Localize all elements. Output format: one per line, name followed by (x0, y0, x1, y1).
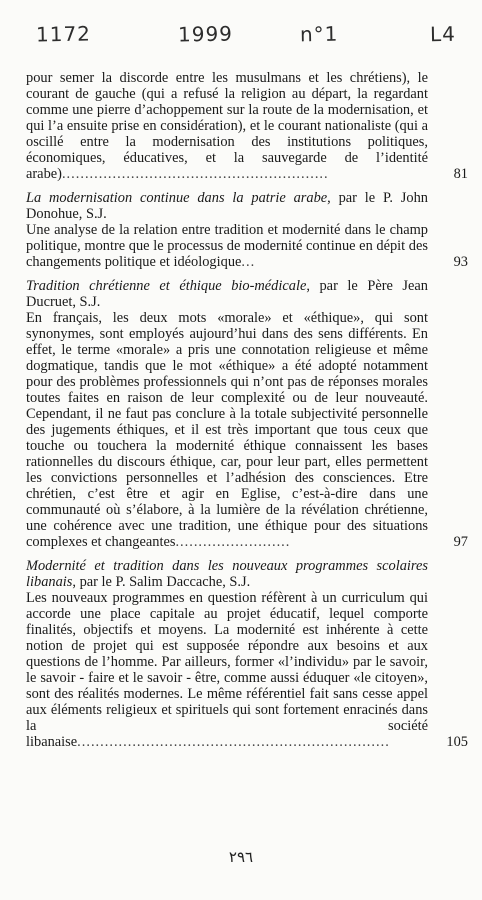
handwritten-note-year: 1999 (177, 21, 234, 47)
entry-body-row (26, 222, 468, 270)
abstract-text: Les nouveaux programmes en question réfèrent à un curriculum qui accorde une place capitale au projet éducatif, lequel comporte finalités, objectifs et moyens. La modernité est inhérente à cette notion de projet qui est supposée répondre aux besoins et aux questions de l’homme. Par ailleurs, former «l’individu» par le savoir, le savoir - faire et le savoir - être, comme aussi éduquer «le citoyen», sont des réalités modernes. Le même référentiel fait sans cesse appel aux éléments religieux et spirituels qui sont fortement enracinés dans la société libanaise (26, 590, 428, 750)
entry-heading (26, 190, 428, 222)
folio-arabic: ٢٩٦ (228, 848, 254, 866)
dot-leader: ... (241, 254, 256, 270)
entry-title: Tradition chrétienne et éthique bio-médicale (26, 278, 307, 294)
entry-body-row (26, 70, 468, 182)
table-of-contents (26, 70, 468, 758)
entry-title: La modernisation continue dans la patrie arabe (26, 190, 328, 206)
page-number: 93 (453, 254, 468, 270)
toc-entry (26, 70, 468, 182)
entry-heading (26, 278, 428, 310)
entry-body-row (26, 590, 468, 750)
entry-body-row (26, 310, 468, 550)
page-number: 81 (453, 166, 468, 182)
toc-entry (26, 558, 468, 750)
entry-abstract (26, 70, 428, 182)
handwritten-note-number: 1172 (35, 21, 92, 47)
entry-title: Modernité et tradition dans les nouveaux programmes scolaires libanais (26, 558, 428, 590)
handwritten-note-code: L4 (429, 21, 457, 47)
abstract-text: En français, les deux mots «morale» et «éthique», qui sont synonymes, sont employés aujourd’hui dans des sens différents. En effet, le terme «morale» a pris une connotation religieuse et même dogmatique, tandis que le mot «éthique» a été adopté notamment pour des problèmes professionnels qui n’ont pas de réponses morales toutes faites en raison de leur complexité ou de leur nouveauté. Cependant, il ne faut pas conclure à la totale subjectivité personnelle des jugements éthiques, et il est très important que tous ceux que touche ou touchera la modernité éthique connaissent les bases rationnelles du discours éthique, car, pour leur part, elles permettent les convictions personnelles et l’adhésion des consciences. Etre chrétien, c’est être et agir en Eglise, c’est-à-dire dans une communauté où s’élabore, à la lumière de la révélation chrétienne, une cohérence avec une tradition, une éthique pour des situations complexes et changeantes (26, 310, 428, 550)
abstract-text: pour semer la discorde entre les musulmans et les chrétiens), le courant de gauche (qui a refusé la religion au départ, la regardant comme une pierre d’achoppement sur la route de la modernisation, et qui l’a ensuite prise en considération), et le courant nationaliste (qui a oscillé entre la modernisation des institutions politiques, économiques, éducatives, et la sauvegarde de l’identité arabe) (26, 70, 428, 182)
entry-author: , par le P. Salim Daccache, S.J. (72, 574, 251, 590)
entry-heading (26, 558, 428, 590)
entry-abstract (26, 310, 428, 550)
entry-abstract (26, 222, 428, 270)
dot-leader: .......................................................... (61, 166, 329, 182)
dot-leader: ......................... (175, 534, 291, 550)
page-number: 105 (446, 734, 468, 750)
entry-author: , par le Père Jean Ducruet, S.J. (26, 278, 428, 310)
page-number: 97 (453, 534, 468, 550)
abstract-text: Une analyse de la relation entre tradition et modernité dans le champ politique, montre que le processus de modernité continue en dépit des changements politique et idéologique (26, 222, 428, 270)
entry-author: , par le P. John Donohue, S.J. (26, 190, 428, 222)
toc-entry (26, 190, 468, 270)
handwritten-note-issue: n°1 (299, 21, 339, 47)
toc-entry (26, 278, 468, 550)
entry-abstract (26, 590, 428, 750)
dot-leader: .................................................................... (77, 734, 390, 750)
